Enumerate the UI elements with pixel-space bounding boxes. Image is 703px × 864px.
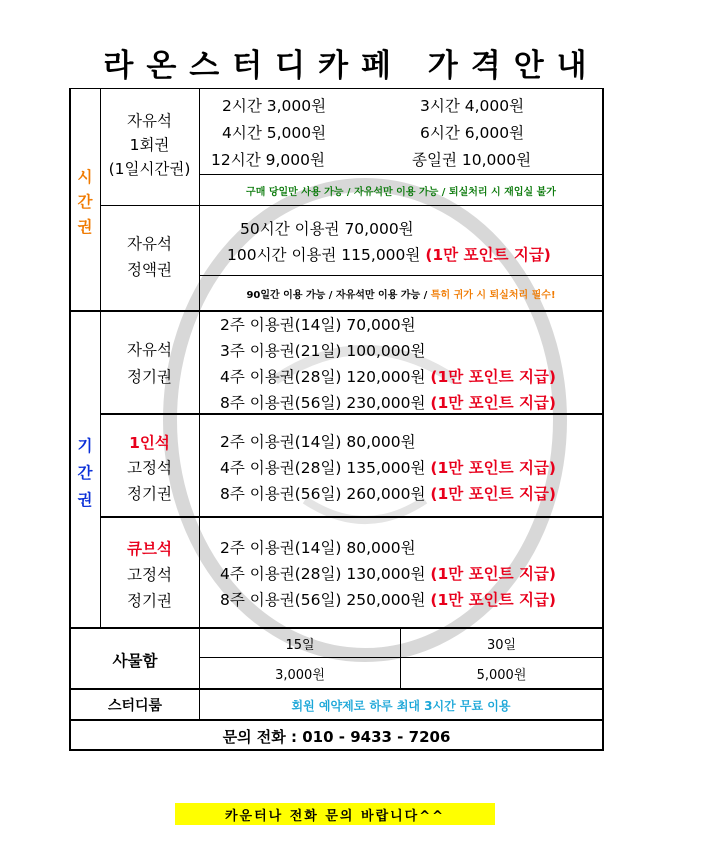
period-line: 2주 이용권(14일) 80,000원 (220, 433, 416, 451)
period-line: 8주 이용권(56일) 250,000원 (1만 포인트 지급) (220, 591, 556, 609)
footer-text: 카운터나 전화 문의 바랍니다^^ (224, 809, 446, 824)
locker-col2-price: 5,000원 (476, 668, 527, 683)
price-item: 4시간 5,000원 (222, 124, 327, 142)
study-room-label: 스터디룸 (107, 698, 163, 714)
price-item: 6시간 6,000원 (420, 124, 525, 142)
free-period-label: 자유석 정기권 (127, 341, 172, 386)
period-line: 2주 이용권(14일) 70,000원 (220, 316, 416, 334)
free-fixed-line2: 100시간 이용권 115,000원 (1만 포인트 지급) (227, 246, 551, 264)
price-item: 2시간 3,000원 (222, 97, 327, 115)
locker-col1-head: 15일 (285, 638, 315, 653)
period-line: 3주 이용권(21일) 100,000원 (220, 342, 426, 360)
free-fixed-label: 자유석 정액권 (127, 235, 172, 279)
cube-fixed-label-highlight: 큐브석 (127, 540, 172, 558)
study-room-text: 회원 예약제로 하루 최대 3시간 무료 이용 (291, 699, 511, 713)
cube-fixed-label: 고정석 정기권 (127, 566, 172, 610)
period-line: 2주 이용권(14일) 80,000원 (220, 539, 416, 557)
locker-col1-price: 3,000원 (275, 668, 325, 683)
single-fixed-label-highlight: 1인석 (129, 434, 170, 452)
free-fixed-note: 90일간 이용 가능 / 자유석만 이용 가능 / 특히 귀가 시 퇴실처리 필수! (246, 290, 556, 301)
free-1time-note: 구매 당일만 사용 가능 / 자유석만 이용 가능 / 퇴실처리 시 재입실 불가 (246, 187, 556, 198)
period-line: 4주 이용권(28일) 130,000원 (1만 포인트 지급) (220, 565, 556, 583)
price-item: 종일권 10,000원 (412, 151, 532, 169)
price-item: 12시간 9,000원 (211, 151, 325, 169)
single-fixed-label: 고정석 정기권 (127, 459, 172, 503)
period-line: 8주 이용권(56일) 230,000원 (1만 포인트 지급) (220, 394, 556, 412)
page-title: 라온스터디카페 가격안내 (103, 48, 600, 84)
period-line: 4주 이용권(28일) 120,000원 (1만 포인트 지급) (220, 368, 556, 386)
contact-phone: 문의 전화 : 010 - 9433 - 7206 (222, 728, 451, 746)
section-label-time: 시 간 권 (77, 168, 93, 236)
period-line: 4주 이용권(28일) 135,000원 (1만 포인트 지급) (220, 459, 556, 477)
period-line: 8주 이용권(56일) 260,000원 (1만 포인트 지급) (220, 485, 556, 503)
section-label-period: 기 간 권 (77, 437, 93, 509)
price-item: 3시간 4,000원 (420, 97, 525, 115)
free-1time-label: 자유석 1회권 (1일시간권) (108, 112, 191, 178)
free-fixed-line1: 50시간 이용권 70,000원 (240, 220, 414, 238)
locker-col2-head: 30일 (486, 638, 517, 653)
locker-label: 사물함 (112, 652, 158, 670)
